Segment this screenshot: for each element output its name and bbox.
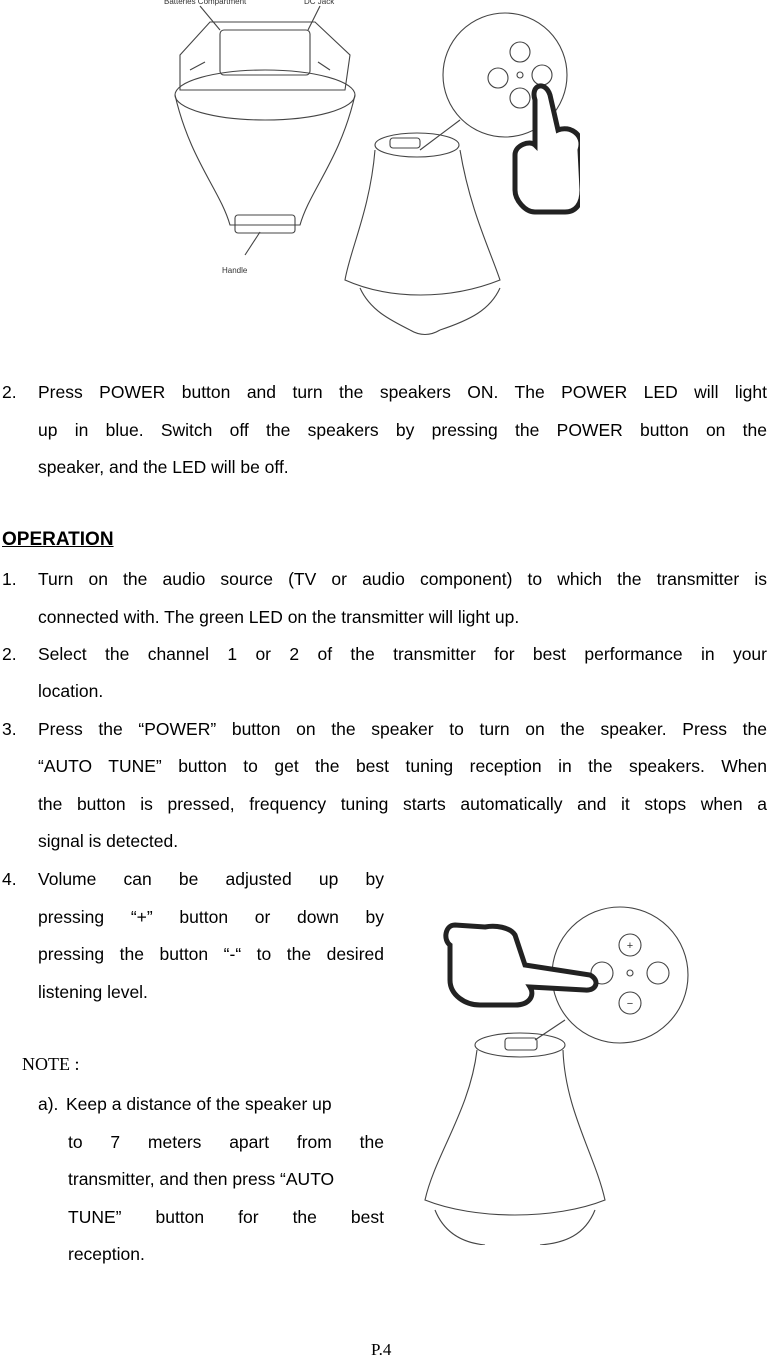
pointing-hand-icon — [446, 925, 596, 1005]
operation-item-3-line-4: signal is detected. — [38, 831, 179, 851]
figure-top — [150, 0, 620, 345]
svg-text:+: + — [626, 940, 634, 952]
page-number: P.4 — [371, 1340, 392, 1359]
step-2-line-3: speaker, and the LED will be off. — [38, 457, 289, 477]
note-label: NOTE : — [22, 1054, 80, 1074]
dc-jack-label: DC Jack — [304, 0, 335, 6]
operation-item-1-number: 1. — [2, 569, 17, 589]
operation-item-2-line-1: Select the channel 1 or 2 of the transmitter for best performance in your — [38, 644, 767, 664]
note-line-1: Keep a distance of the speaker up — [66, 1094, 332, 1114]
operation-item-4-line-3: pressing the button “-“ to the desired — [38, 944, 384, 964]
step-number: 2. — [2, 382, 17, 402]
speaker-front-illustration — [330, 0, 580, 345]
step-2-line-1: Press POWER button and turn the speakers ON. The POWER LED will light — [38, 382, 767, 402]
operation-item-4-number: 4. — [2, 869, 17, 889]
note-item-prefix: a). — [38, 1094, 59, 1114]
figure-bottom — [415, 895, 695, 1245]
handle-label: Handle — [222, 266, 248, 275]
note-line-3: transmitter, and then press “AUTO — [68, 1169, 335, 1189]
operation-item-4-line-2: pressing “+” button or down by — [38, 907, 384, 927]
operation-item-3-line-2: “AUTO TUNE” button to get the best tuning reception in the speakers. When — [38, 756, 767, 776]
operation-item-2-line-2: location. — [38, 681, 104, 701]
operation-item-2-number: 2. — [2, 644, 17, 664]
svg-text:−: − — [626, 998, 634, 1010]
operation-item-4-line-1: Volume can be adjusted up by — [38, 869, 384, 889]
pointing-hand-icon — [515, 86, 580, 212]
operation-item-4-line-4: listening level. — [38, 982, 148, 1002]
operation-item-3-line-1: Press the “POWER” button on the speaker to turn on the speaker. Press the — [38, 719, 767, 739]
operation-heading: OPERATION — [2, 529, 114, 550]
note-line-2: to 7 meters apart from the — [68, 1132, 384, 1152]
speaker-autotune-illustration — [415, 895, 695, 1245]
step-2-line-2: up in blue. Switch off the speakers by pressing the POWER button on the — [38, 420, 767, 440]
operation-item-3-line-3: the button is pressed, frequency tuning starts automatically and it stops when a — [38, 794, 767, 814]
operation-item-3-number: 3. — [2, 719, 17, 739]
batteries-compartment-label: Batteries Compartment — [164, 0, 247, 6]
note-line-5: reception. — [68, 1244, 145, 1264]
operation-item-1-line-2: connected with. The green LED on the transmitter will light up. — [38, 607, 520, 627]
operation-item-1-line-1: Turn on the audio source (TV or audio component) to which the transmitter is — [38, 569, 767, 589]
note-line-4: TUNE” button for the best — [68, 1207, 384, 1227]
